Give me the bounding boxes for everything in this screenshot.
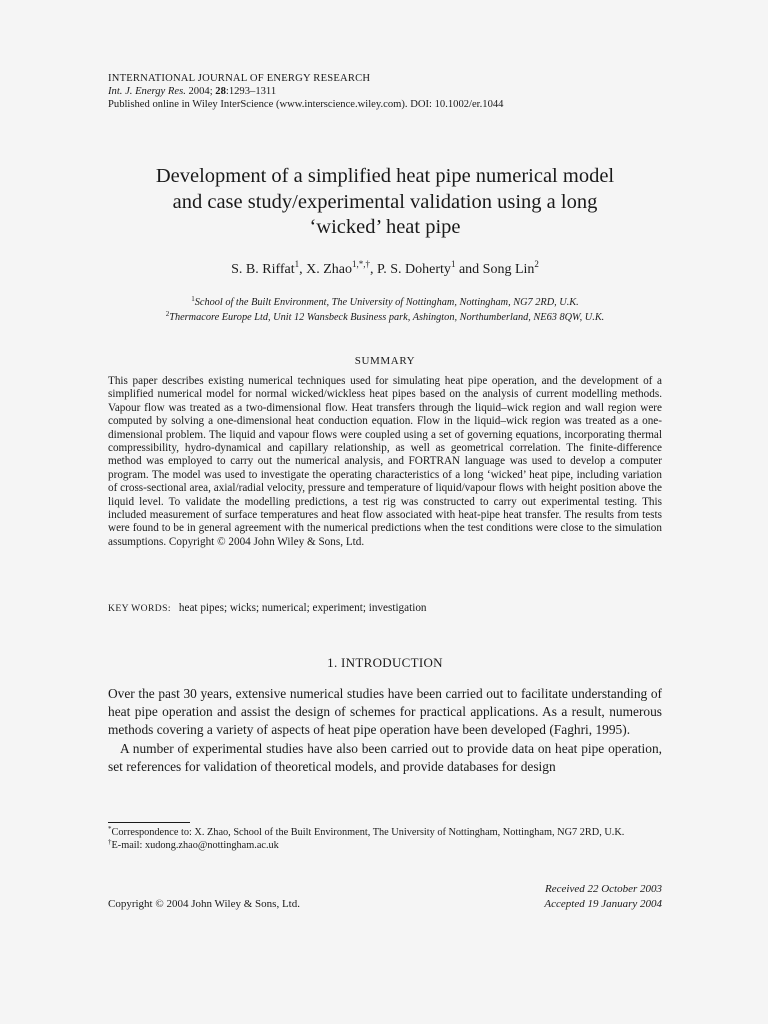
received-dates	[544, 882, 662, 911]
keywords-label: KEY WORDS:	[108, 603, 171, 614]
footnote-mark: *	[108, 825, 112, 833]
copyright-footer: Copyright © 2004 John Wiley & Sons, Ltd.	[108, 898, 300, 910]
keywords-text: heat pipes; wicks; numerical; experiment; investigation	[178, 602, 427, 614]
affiliation-mark: 2	[165, 309, 170, 318]
author-affil-mark: 1	[294, 259, 300, 269]
footnote-text: E-mail: xudong.zhao@nottingham.ac.uk	[111, 839, 279, 851]
intro-paragraph-1: Over the past 30 years, extensive numerical studies have been carried out to facilitate understanding of heat pipe operation and assist the design of schemes for practical applications. As a result, numerous methods covering a variety of aspects of heat pipe operation have been developed (Faghri, 1995).	[108, 686, 662, 738]
introduction-body	[108, 685, 662, 776]
footnote-mark: †	[108, 837, 112, 846]
summary-heading: SUMMARY	[354, 355, 416, 367]
author-name: and Song Lin	[455, 262, 535, 277]
footnote-correspondence	[108, 827, 662, 840]
footnote-email	[108, 837, 662, 853]
journal-citation	[108, 85, 503, 98]
author-affil-mark: 1	[450, 259, 456, 269]
affiliation-2	[108, 311, 662, 326]
title-line-1: Development of a simplified heat pipe numerical model	[155, 165, 615, 187]
footnotes	[108, 827, 662, 852]
received-date: Received 22 October 2003	[545, 883, 662, 895]
author-name: , P. S. Doherty	[370, 262, 451, 277]
affiliation-text: School of the Built Environment, The University of Nottingham, Nottingham, NG7 2RD, U.K.	[194, 297, 579, 308]
publication-info: Published online in Wiley InterScience (www.interscience.wiley.com). DOI: 10.1002/er.1044	[108, 99, 504, 110]
title-line-2: and case study/experimental validation using a long	[172, 190, 598, 213]
citation-journal-abbrev: Int. J. Energy Res.	[108, 86, 186, 97]
section-heading-introduction: 1. INTRODUCTION	[327, 655, 443, 670]
author-name: , X. Zhao	[299, 262, 353, 277]
intro-paragraph-2: A number of experimental studies have also been carried out to provide data on heat pipe operation, set references for validation of theoretical models, and provide databases for design	[108, 740, 662, 774]
summary-abstract: This paper describes existing numerical techniques used for simulating heat pipe operation, and the development of a simplified numerical model for normal wicked/wickless heat pipes based on the analysis of current modelling methods. Vapour flow was treated as a two-dimensional flow. Heat transfers through the liquid–wick region and wall region were computed by solving a one-dimensional heat conduction equation. Flow in the liquid–wick region was treated as a one-dimensional problem. The liquid and vapour flows were coupled using a set of governing equations, incorporating thermal compressibility, hydro-dynamical and capillary relationship, as well as geometrical correlation. The finite-difference method was employed to carry out the numerical analysis, and FORTRAN language was used to develop a computer program. The model was used to investigate the operating characteristics of a long ‘wicked’ heat pipe, including variation of cross-sectional area, axial/radial velocity, pressure and temperature of liquid/vapour flows with height position above the liquid level. To validate the modelling predictions, a test rig was constructed to carry out experimental testing. This included measurement of surface temperatures and heat flow associated with heat-pipe heat transfer. The results from tests were found to be in general agreement with the numerical predictions when the test conditions were close to the simulation assumptions. Copyright © 2004 John Wiley & Sons, Ltd.	[108, 375, 662, 548]
journal-name: INTERNATIONAL JOURNAL OF ENERGY RESEARCH	[108, 73, 371, 84]
accepted-date: Accepted 19 January 2004	[544, 897, 662, 910]
citation-volume: 28	[215, 86, 226, 97]
paper-title	[108, 164, 662, 241]
citation-pages: :1293–1311	[225, 86, 277, 97]
citation-year: 2004;	[185, 86, 216, 97]
journal-header	[108, 72, 503, 111]
keywords	[108, 601, 662, 616]
affiliations	[108, 296, 662, 325]
footnote-divider	[108, 822, 190, 823]
footnote-text: Correspondence to: X. Zhao, School of the Built Environment, The University of Nottingham, Nottingham, NG7 2RD, U.K.	[111, 827, 625, 838]
author-affil-mark: 1,*,†	[352, 259, 371, 269]
title-line-3: ‘wicked’ heat pipe	[309, 216, 461, 238]
author-list	[108, 261, 662, 279]
author-name: S. B. Riffat	[231, 262, 295, 277]
affiliation-text: Thermacore Europe Ltd, Unit 12 Wansbeck Business park, Ashington, Northumberland, NE63 8QW, U.K.	[169, 311, 605, 323]
affiliation-mark: 1	[191, 295, 195, 303]
affiliation-1	[108, 296, 662, 311]
author-affil-mark: 2	[534, 259, 539, 269]
